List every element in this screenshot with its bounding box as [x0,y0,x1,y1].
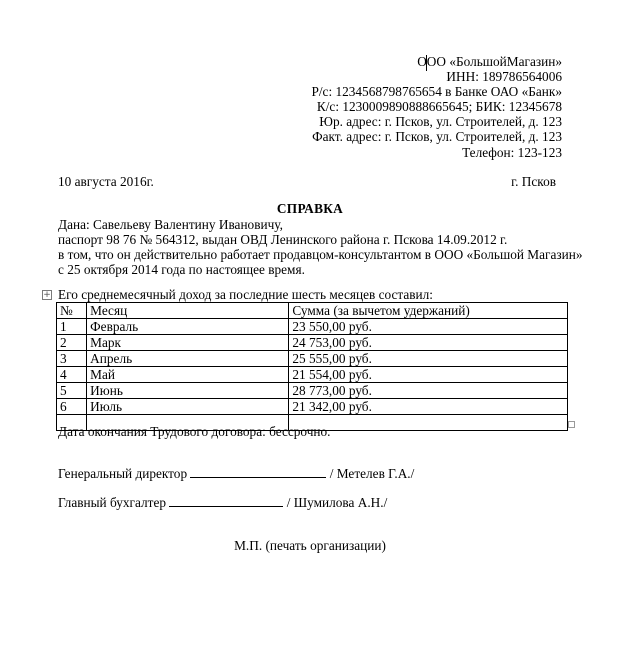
cell-amount[interactable]: 21 554,00 руб. [289,367,568,383]
cell-month[interactable]: Февраль [87,319,289,335]
table-row [57,351,568,367]
director-name: / Метелев Г.А./ [329,466,415,481]
company-corr-account: К/с: 1230009890888665645; БИК: 12345678 [316,99,562,115]
company-actual-address: Факт. адрес: г. Псков, ул. Строителей, д. 123 [312,129,562,145]
cell-month[interactable]: Апрель [87,351,289,367]
director-signature-blank [190,465,326,478]
accountant-signature-blank [169,494,283,507]
company-legal-address: Юр. адрес: г. Псков, ул. Строителей, д. 123 [319,114,562,130]
body-line-recipient: Дана: Савельеву Валентину Ивановичу, [58,217,283,232]
body-line-employment: в том, что он действительно работает продавцом-консультантом в ООО «Большой Магазин» [58,247,583,263]
header-amount[interactable]: Сумма (за вычетом удержаний) [289,303,568,319]
company-account: Р/с: 1234568798765654 в Банке ОАО «Банк» [311,84,562,100]
cell-number[interactable]: 6 [57,399,87,415]
table-row [57,399,568,415]
table-row [57,367,568,383]
cell-amount[interactable]: 23 550,00 руб. [289,319,568,335]
cell-month[interactable]: Июнь [87,383,289,399]
cell-amount[interactable]: 25 555,00 руб. [289,351,568,367]
cell-amount[interactable]: 28 773,00 руб. [289,383,568,399]
contract-end-date: Дата окончания Трудового договора: бессрочно. [58,424,331,439]
stamp-place: М.П. (печать организации) [234,538,386,553]
company-requisites [311,54,562,160]
cell-amount[interactable]: 24 753,00 руб. [289,335,568,351]
body-line-period: с 25 октября 2014 года по настоящее время. [58,262,305,278]
body-line-passport: паспорт 98 76 № 564312, выдан ОВД Ленинского района г. Пскова 14.09.2012 г. [58,232,508,248]
table-row [57,319,568,335]
director-title: Генеральный директор [58,466,188,481]
cell-number[interactable]: 1 [57,319,87,335]
table-resize-handle-icon[interactable] [568,421,575,428]
director-signature-line [58,465,414,482]
company-name: ООО «БольшойМагазин» [417,54,562,69]
company-phone: Телефон: 123-123 [462,144,562,160]
accountant-name: / Шумилова А.Н./ [286,495,388,510]
cell-amount[interactable] [289,415,568,431]
cell-month[interactable]: Марк [87,335,289,351]
company-inn: ИНН: 189786564006 [446,69,562,85]
table-row [57,383,568,399]
document-city: г. Псков [511,174,556,189]
table-intro: Его среднемесячный доход за последние шесть месяцев составил: [58,287,434,302]
cell-number[interactable]: 5 [57,383,87,399]
accountant-title: Главный бухгалтер [58,495,167,510]
document-body [58,217,583,277]
cell-number[interactable]: 3 [57,351,87,367]
cell-month[interactable]: Июль [87,399,289,415]
document-title: СПРАВКА [276,201,344,216]
table-header-row [57,303,568,319]
document-date: 10 августа 2016г. [58,174,154,189]
table-row [57,335,568,351]
cell-month[interactable]: Май [87,367,289,383]
header-month[interactable]: Месяц [87,303,289,319]
cell-number[interactable]: 2 [57,335,87,351]
income-table [56,302,568,431]
accountant-signature-line [58,494,387,511]
cell-amount[interactable]: 21 342,00 руб. [289,399,568,415]
header-number[interactable]: № [57,303,87,319]
cell-number[interactable]: 4 [57,367,87,383]
table-move-handle-icon[interactable]: + [43,290,51,300]
